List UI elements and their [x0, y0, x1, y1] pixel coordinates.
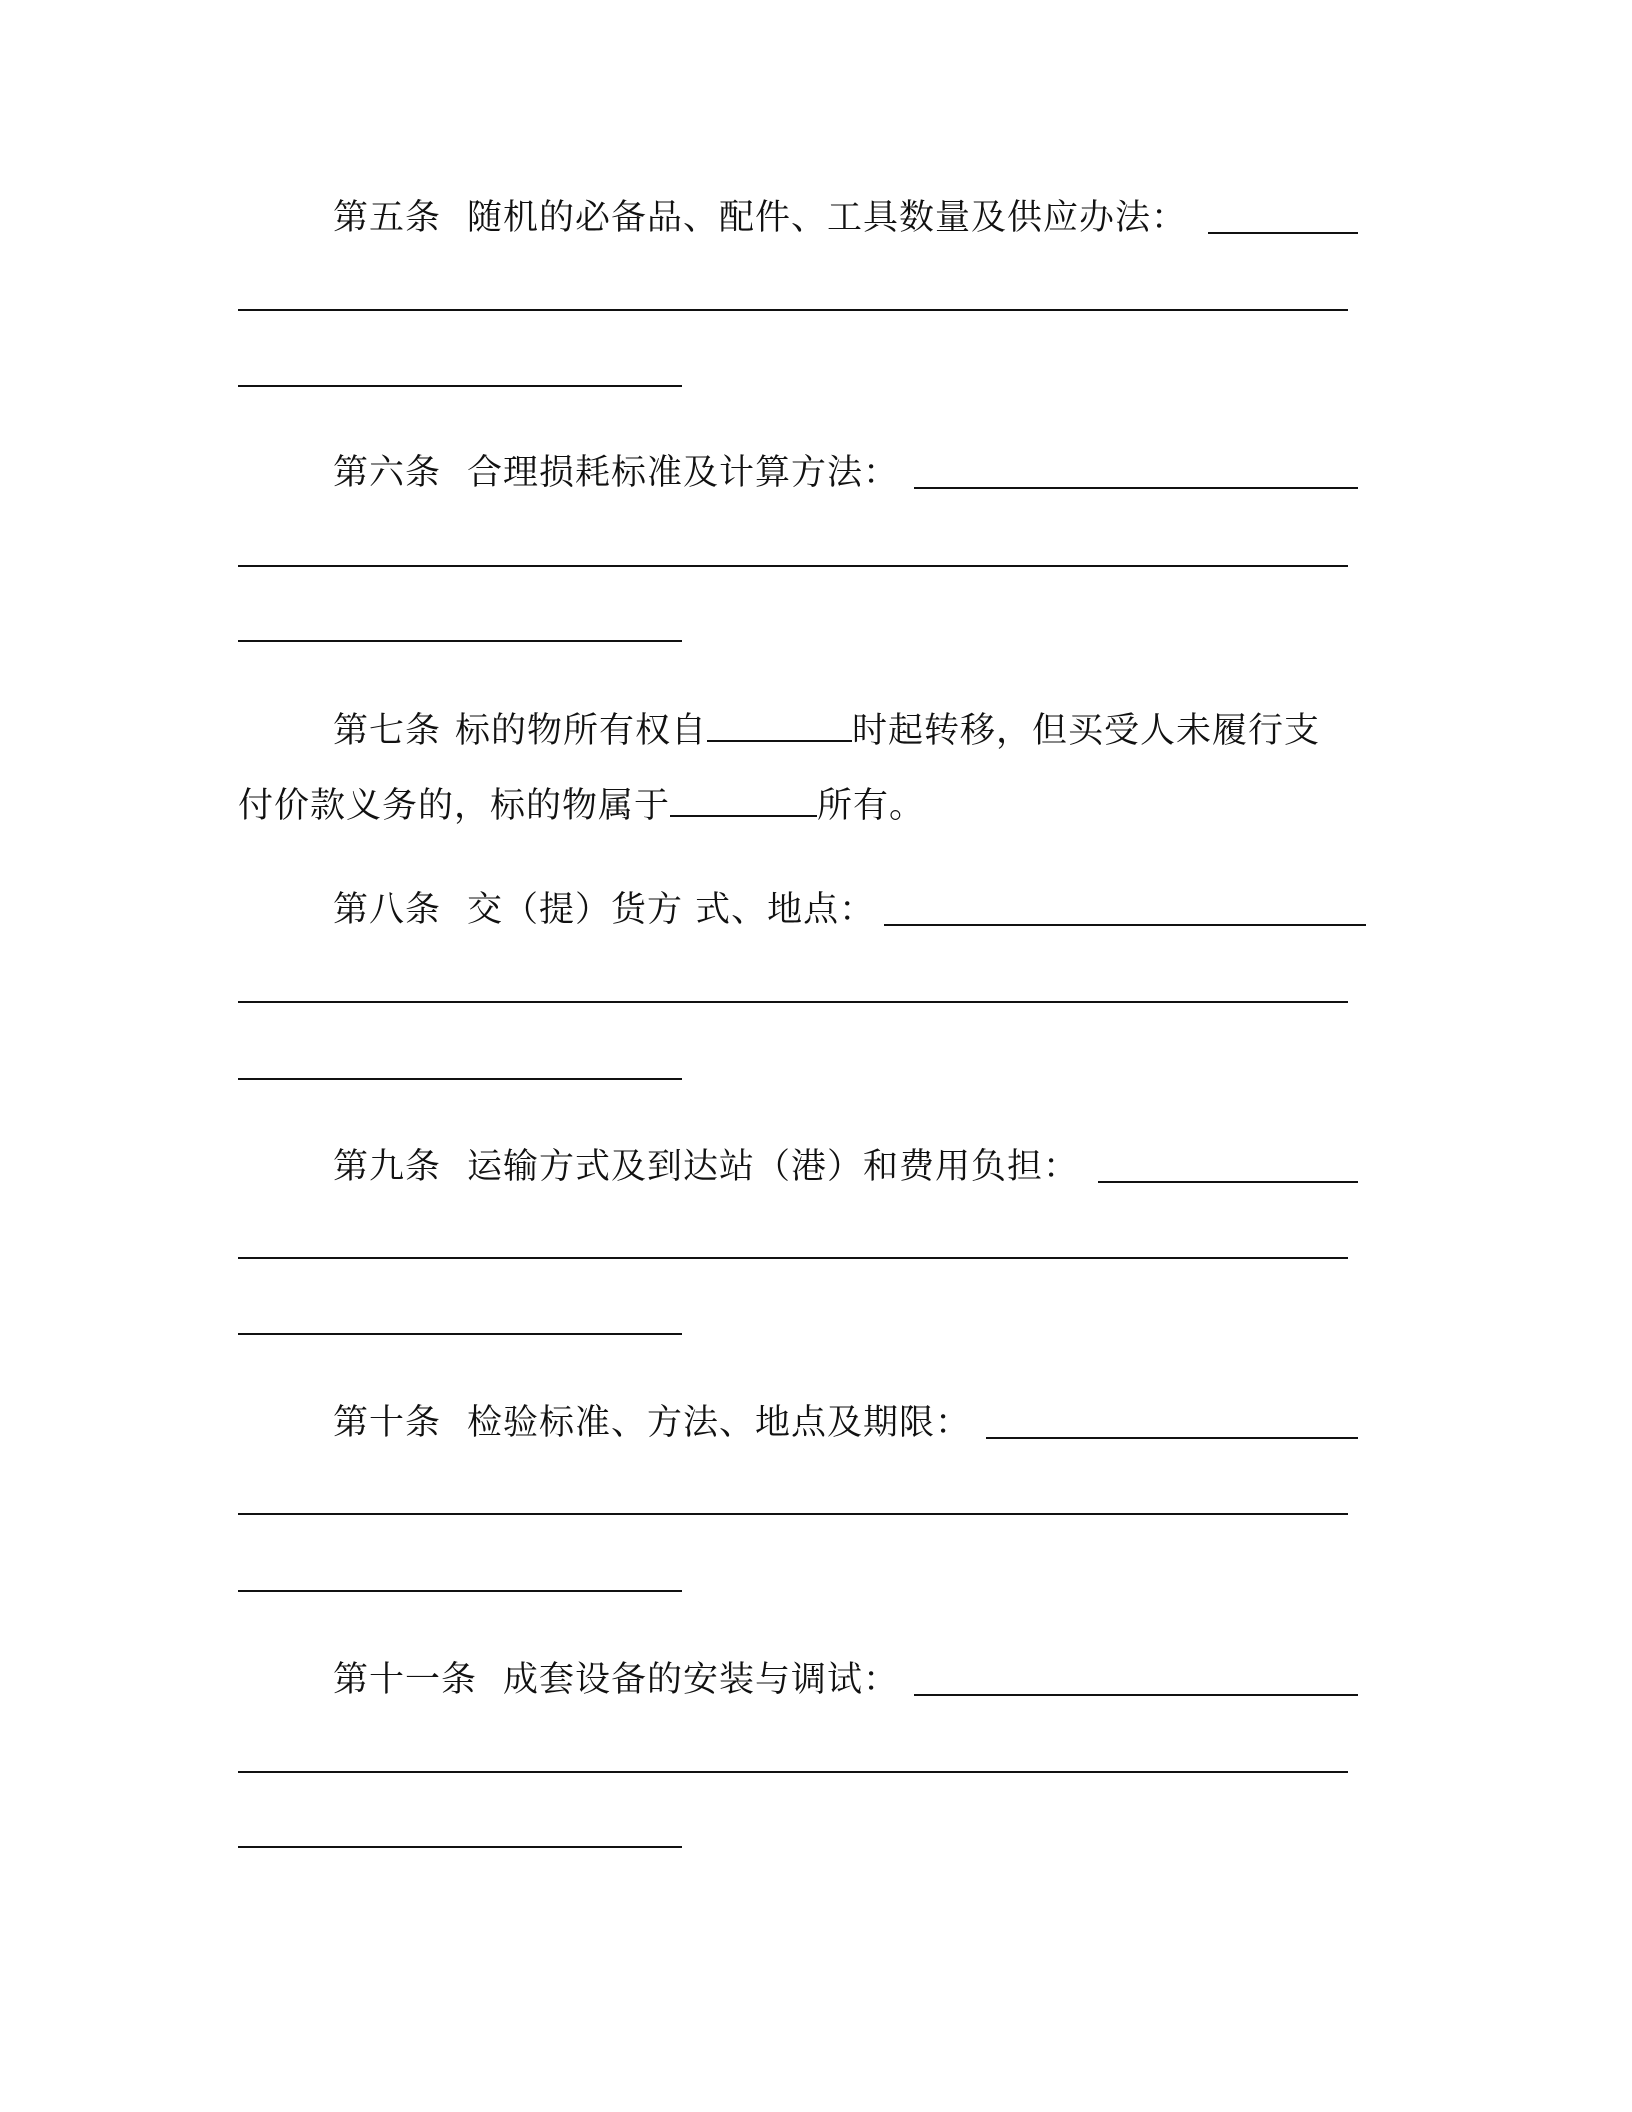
article-5-blank-2[interactable] [238, 309, 1348, 311]
article-6-blank-1[interactable] [914, 487, 1358, 489]
article-7-number: 第七条 [333, 711, 442, 751]
article-11-blank-2[interactable] [238, 1771, 1348, 1773]
article-6-blank-3[interactable] [238, 640, 682, 642]
article-7-text-4: 所有。 [817, 786, 926, 826]
article-9-number: 第九条 [333, 1147, 442, 1187]
article-9-blank-1[interactable] [1098, 1181, 1358, 1183]
article-5-blank-1[interactable] [1208, 232, 1358, 234]
article-7-text-2: 时起转移，但买受人未履行支 [852, 711, 1321, 751]
article-8 [333, 885, 875, 935]
article-5-blank-3[interactable] [238, 385, 682, 387]
article-11 [333, 1655, 899, 1705]
article-7-line-2 [238, 779, 925, 831]
article-7-text-1: 标的物所有权自 [455, 711, 708, 751]
article-8-blank-1[interactable] [884, 924, 1366, 926]
article-6 [333, 448, 899, 498]
article-10-number: 第十条 [333, 1403, 442, 1443]
article-5-text: 随机的必备品、配件、工具数量及供应办法： [467, 198, 1188, 238]
article-9-blank-3[interactable] [238, 1333, 682, 1335]
article-11-text: 成套设备的安装与调试： [503, 1660, 900, 1700]
article-10-blank-1[interactable] [986, 1437, 1358, 1439]
article-7-line-1 [333, 704, 1320, 756]
article-9 [333, 1142, 1079, 1192]
article-9-text: 运输方式及到达站（港）和费用负担： [467, 1147, 1080, 1187]
article-6-number: 第六条 [333, 453, 442, 493]
article-10-blank-3[interactable] [238, 1590, 682, 1592]
article-11-blank-3[interactable] [238, 1846, 682, 1848]
article-10-blank-2[interactable] [238, 1513, 1348, 1515]
article-11-number: 第十一条 [333, 1660, 478, 1700]
article-7-blank-2[interactable] [670, 779, 817, 817]
article-10 [333, 1398, 971, 1448]
article-7-blank-1[interactable] [707, 704, 852, 742]
article-8-number: 第八条 [333, 890, 442, 930]
article-7-text-3: 付价款义务的，标的物属于 [238, 786, 671, 826]
article-8-blank-2[interactable] [238, 1001, 1348, 1003]
article-8-blank-3[interactable] [238, 1078, 682, 1080]
article-10-text: 检验标准、方法、地点及期限： [467, 1403, 972, 1443]
article-6-blank-2[interactable] [238, 565, 1348, 567]
article-9-blank-2[interactable] [238, 1257, 1348, 1259]
article-6-text: 合理损耗标准及计算方法： [467, 453, 900, 493]
article-5-number: 第五条 [333, 198, 442, 238]
article-11-blank-1[interactable] [914, 1694, 1358, 1696]
article-5 [333, 193, 1187, 243]
article-8-text: 交（提）货方 式、地点： [467, 890, 876, 930]
